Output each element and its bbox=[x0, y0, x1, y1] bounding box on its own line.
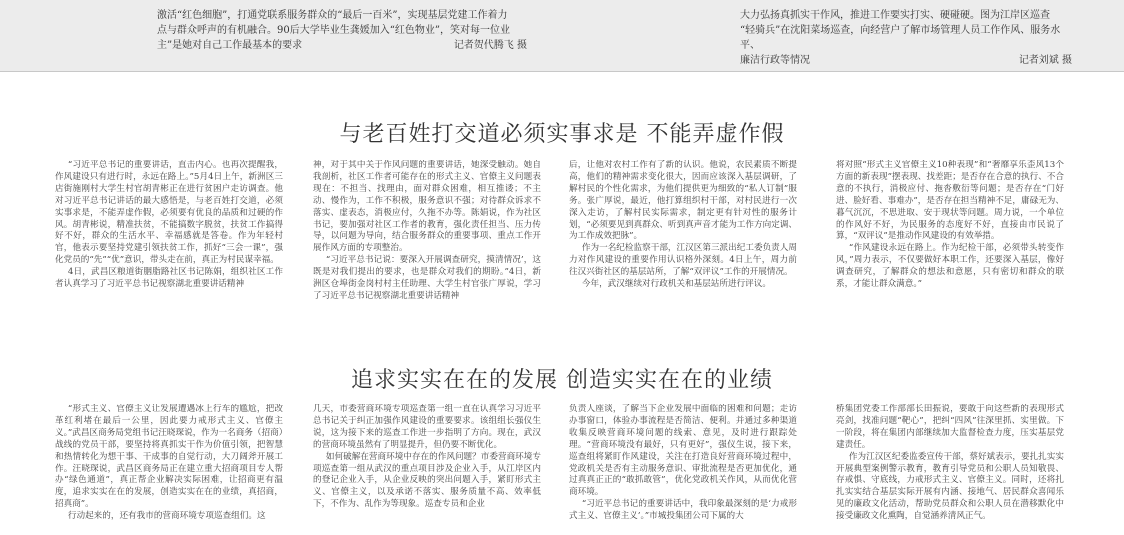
paragraph: 作为江汉区纪委监委宣传干部，蔡好斌表示，要扎扎实实开展典型案例警示教育，教育引导党员和公职人员知敬畏、存戒惧、守底线，力戒形式主义、官僚主义。同时，还将扎扎实实结合基层实际开展有内涵、接地气、居民群众喜闻乐见的廉政文化活动，帮助党员群众和公职人员在潜移默化中接受廉政文化熏陶，自觉涵养清风正气。 bbox=[836, 451, 1064, 522]
paragraph: 如何破解在营商环境中存在的作风问题？市委营商环境专项巡查第一组从武汉的重点项目涉及企业入手，从江岸区内的登记企业入手，从企业反映的突出问题入手，紧盯形式主义、官僚主义，以及承诺不落实、服务质量不高、效率低下，不作为、乱作为等现象。巡查专员和企业 bbox=[313, 451, 541, 510]
photo-credit: 记者贺代腾飞 摄 bbox=[453, 40, 527, 51]
paragraph: “习近平总书记的重要讲话中，我印象最深刻的是‘力戒形式主义、官僚主义’。”市城投集团公司下属的大 bbox=[569, 499, 797, 522]
caption-line: 点与群众呼声的有机融合。90后大学毕业生龚媛加入“红色物业”，笑对每一位业 bbox=[157, 25, 510, 36]
photo-credit: 记者刘斌 摄 bbox=[1018, 55, 1072, 66]
paragraph: 后，让他对农村工作有了新的认识。他说，农民素质不断提高，他们的精神需求变化很大，因而应该深入基层调研，了解村民的个性化需求，为他们提供更为细致的“私人订制”服务。张广厚说，最近，他打算组织村干部，对村民进行一次深入走访，了解村民实际需求，制定更有针对性的服务计划，“必须要见到真群众、听到真声音才能为工作方向定调、为工作成效把脉”。 bbox=[569, 160, 797, 242]
paragraph: “习近平总书记的重要讲话，直击内心。也再次提醒我，作风建设只有进行时，永远在路上。”5月4日上午，新洲区三店街施刚村大学生村官胡青彬正在进行贫困户走访调查。他对习近平总书记讲话的最大感悟是，与老百姓打交道，必须实事求是，不能弄虚作假，必须要有优良的品质和过硬的作风。胡青彬说，精准扶贫，不能搞数字脱贫，扶贫工作搞得好不好，群众的生活水平、幸福感就是答卷。作为年轻村官，他表示要坚持党建引领扶贫工作，抓好“三会一课”，强化党员的“先”“优”意识，带头走在前，真正为村民谋幸福。 bbox=[55, 160, 283, 266]
paragraph: 将对照“形式主义官僚主义10种表现”和“奢靡享乐歪风13个方面的新表现”摆表现、找差距；是否存在合意的执行、不合意的不执行，消极应付、拖沓敷衍等问题；是否存在“门好进、脸好看、事难办”，是否存在担当精神不足，庸碌无为、暮气沉沉，不思进取、安于现状等问题。周力说，一个单位的作风好不好，为民服务的态度好不好，直接由市民说了算，“双评议”是推动作风建设的有效举措。 bbox=[836, 160, 1064, 242]
paragraph: “作风建设永远在路上。作为纪检干部，必须带头转变作风，”周力表示，不仅要做好本职工作，还要深入基层，像好调查研究，了解群众的想法和意愿，只有密切和群众的联系，才能让群众满意。” bbox=[836, 243, 1064, 290]
article-column bbox=[569, 404, 797, 535]
paragraph: 负责人座谈，了解当下企业发展中面临的困难和问题；走访办事窗口，体验办事流程是否简洁、便利。并通过多种渠道收集反映营商环境问题的线索、意见，及时进行跟踪处理。“营商环境没有最好，只有更好”，强仪生说，接下来，巡查组将紧盯作风建设，关注在打造良好营商环境过程中，党政机关是否有主动服务意识、审批流程是否更加优化，通过真真正正的“敢抓敢管”，优化党政机关作风，从而优化营商环境。 bbox=[569, 404, 797, 498]
paragraph: 神，对于其中关于作风问题的重要讲话，她深受触动。她自我剖析，社区工作者可能存在的形式主义、官僚主义问题表现在：不担当、找理由，面对群众困难，相互推诿；不主动、慢作为，工作不积极，服务意识不强；对待群众诉求不落实、虚表态，消极应付，久拖不办等。陈娟说，作为社区书记，要加强对社区工作者的教育，强化责任担当、压力传导，以问题为导向，结合服务群众的重要事项、重点工作开展作风方面的专项整治。 bbox=[313, 160, 541, 254]
paragraph: 桥集团党委工作部部长田振说，要敢于向这些新的表现形式亮剑，找准问题“靶心”，把纠“四风”往深里抓、实里做。下一阶段，将在集团内部继续加大监督检查力度，压实基层党建责任。 bbox=[836, 404, 1064, 450]
caption-text: 廉洁行政等情况 bbox=[740, 55, 810, 66]
article-column bbox=[313, 160, 541, 320]
left-photo-caption bbox=[157, 8, 527, 53]
article-column bbox=[836, 404, 1064, 535]
article-column bbox=[313, 404, 541, 535]
section-headline: 追求实实在在的发展 创造实实在在的业绩 bbox=[351, 368, 773, 393]
caption-line: “轻骑兵”在沈阳菜场巡查，向经营户了解市场管理人员工作作风、服务水平、 bbox=[740, 25, 1061, 51]
caption-text: 主”是她对自己工作最基本的要求 bbox=[157, 40, 303, 51]
section-headline: 与老百姓打交道必须实事求是 不能弄虚作假 bbox=[339, 122, 785, 147]
paragraph: 作为一名纪检监察干部，江汉区第三派出纪工委负责人周力对作风建设的重要作用认识格外深刻。4日上午，周力前往汉兴街社区的基层站所，了解“双评议”工作的开展情况。 bbox=[569, 243, 797, 278]
caption-line bbox=[157, 38, 527, 53]
right-photo-caption bbox=[740, 8, 1072, 68]
paragraph: 行动起来的，还有我市的营商环境专项巡查组们。这 bbox=[67, 511, 266, 522]
caption-line: 大力弘扬真抓实干作风，推进工作要实打实、硬碰硬。图为江岸区巡查 bbox=[740, 10, 1050, 21]
paragraph: 4日，武昌区粮道街胭脂路社区书记陈娟，组织社区工作者认真学习了习近平总书记视察湖北重要讲话精神 bbox=[55, 267, 283, 290]
paragraph: 几天，市委营商环境专项巡查第一组一直在认真学习习近平总书记关于纠正加强作风建设的重要要求。该组组长强仪生说，这为接下来的巡查工作进一步指明了方向。现在，武汉的营商环境虽然有了明显提升，但仍要不断优化。 bbox=[313, 404, 541, 450]
caption-line: 激活“红色细胞”，打通党联系服务群众的“最后一百米”，实现基层党建工作着力 bbox=[157, 10, 508, 21]
photo-caption-band bbox=[0, 0, 1124, 72]
article-column bbox=[55, 160, 283, 320]
article-column bbox=[55, 404, 283, 535]
article-column bbox=[836, 160, 1064, 320]
caption-line bbox=[740, 53, 1072, 68]
paragraph: “形式主义、官僚主义让发展遭遇冰上行车的尴尬，把改革红利堵在最后一公里，因此要力戒形式主义、官僚主义。”武昌区商务局党组书记汪晓琛说，作为一名商务（招商）战线的党员干部，要坚持将真抓实干作为价值引领，把智慧和热情转化为想干事、干成事的自觉行动，大刀阔斧开展工作。汪晓琛说，武昌区商务局正在建立重大招商项目专人帮办“绿色通道”，真正帮企业解决实际困难，让招商更有温度，追求实实在在的发展，创造实实在在的业绩，真招商，招真商”。 bbox=[55, 404, 283, 510]
paragraph: “习近平总书记说：要深入开展调查研究，摸清情况’，这既是对我们提出的要求，也是群众对我们的期盼。”4日，新洲区仓埠街金岗村村主任助理、大学生村官张广厚说，学习了习近平总书记视察湖北重要讲话精神 bbox=[313, 255, 541, 301]
article-column bbox=[569, 160, 797, 320]
paragraph: 今年，武汉继续对行政机关和基层站所进行评议。 bbox=[581, 279, 771, 290]
